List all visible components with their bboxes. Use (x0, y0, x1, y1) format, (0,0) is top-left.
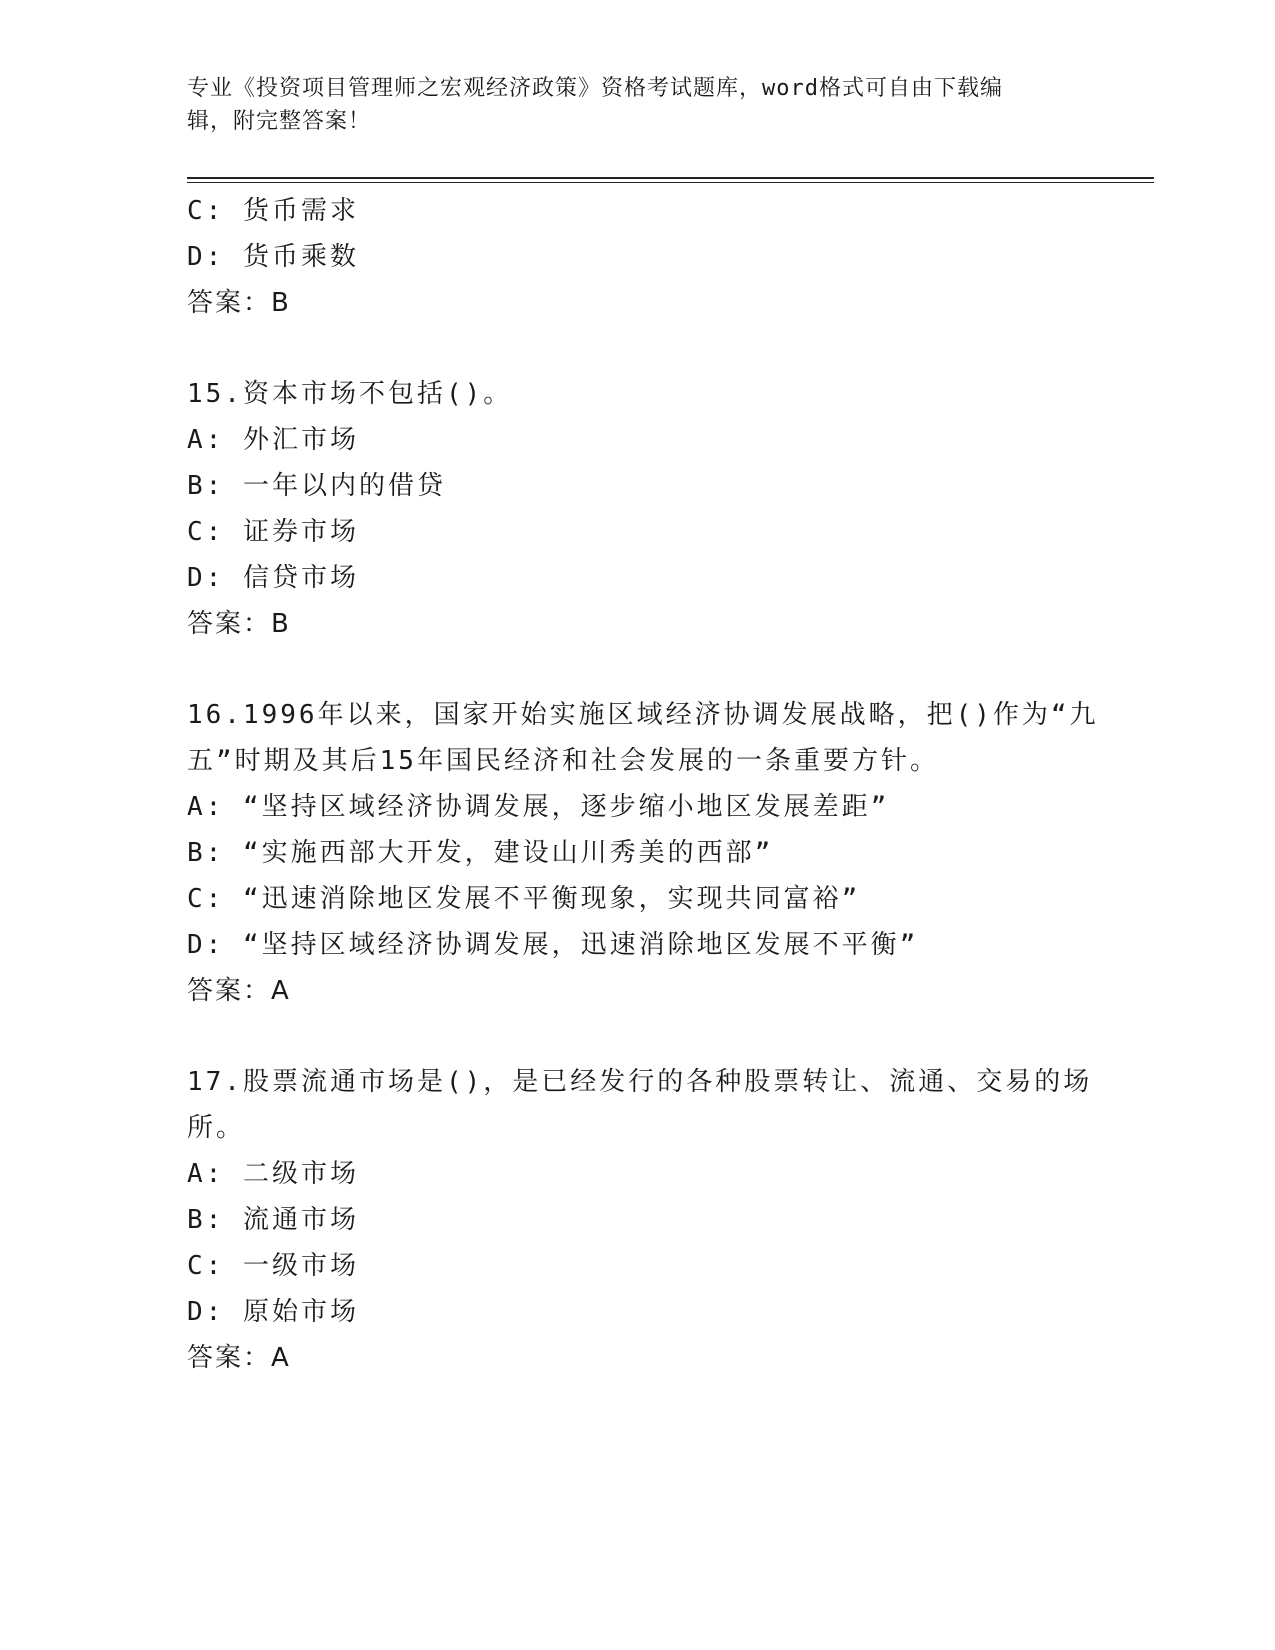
q17-question-line-2: 所。 (187, 1113, 246, 1143)
q16-question-line-1: 16.1996年以来，国家开始实施区域经济协调发展战略，把()作为“九 (187, 700, 1099, 730)
question-17-block (187, 1059, 1093, 1381)
spacer (187, 1014, 1087, 1059)
q15-option-c: C: 证券市场 (187, 517, 359, 547)
q17-option-c: C: 一级市场 (187, 1251, 359, 1281)
header-divider-thin (187, 182, 1154, 183)
header-divider-thick (187, 177, 1154, 179)
spacer (187, 326, 1087, 371)
header-line-1: 专业《投资项目管理师之宏观经济政策》资格考试题库，word格式可自由下载编 (187, 76, 1003, 101)
q14-option-d: D: 货币乘数 (187, 242, 359, 272)
q16-option-b: B: “实施西部大开发，建设山川秀美的西部” (187, 838, 774, 868)
question-16-block (187, 692, 1099, 1014)
q16-question-line-2: 五”时期及其后15年国民经济和社会发展的一条重要方针。 (187, 746, 939, 776)
header-line-2: 辑，附完整答案！ (187, 109, 372, 134)
q16-option-c: C: “迅速消除地区发展不平衡现象，实现共同富裕” (187, 884, 861, 914)
document-header (187, 72, 1082, 138)
question-14-block (187, 188, 1087, 326)
q15-option-b: B: 一年以内的借贷 (187, 471, 446, 501)
q14-answer: 答案：B (187, 288, 291, 318)
q17-option-d: D: 原始市场 (187, 1297, 359, 1327)
question-list (187, 188, 1099, 1381)
q17-option-b: B: 流通市场 (187, 1205, 359, 1235)
q14-option-c: C: 货币需求 (187, 196, 359, 226)
q15-option-d: D: 信贷市场 (187, 563, 359, 593)
q15-answer: 答案：B (187, 609, 291, 639)
q15-question: 15.资本市场不包括()。 (187, 379, 513, 409)
q16-option-d: D: “坚持区域经济协调发展，迅速消除地区发展不平衡” (187, 930, 919, 960)
spacer (187, 647, 1087, 692)
q17-answer: 答案：A (187, 1343, 291, 1373)
q16-option-a: A: “坚持区域经济协调发展，逐步缩小地区发展差距” (187, 792, 890, 822)
q17-option-a: A: 二级市场 (187, 1159, 359, 1189)
question-15-block (187, 371, 1087, 647)
q15-option-a: A: 外汇市场 (187, 425, 359, 455)
q17-question-line-1: 17.股票流通市场是()，是已经发行的各种股票转让、流通、交易的场 (187, 1067, 1093, 1097)
q16-answer: 答案：A (187, 976, 291, 1006)
